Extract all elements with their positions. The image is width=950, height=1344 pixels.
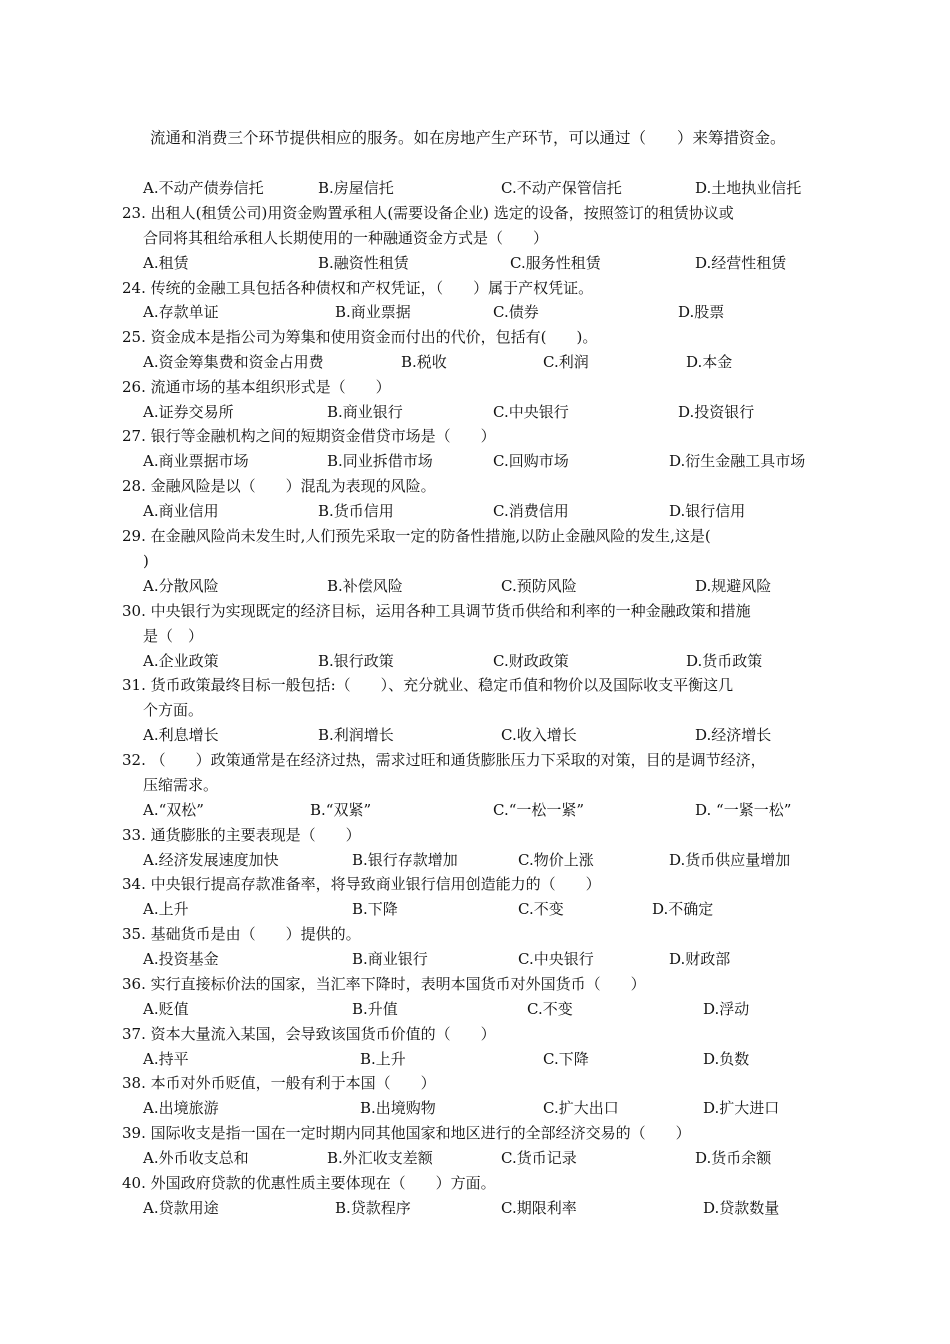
question-33: 33. 通货膨胀的主要表现是（ ） xyxy=(122,826,361,844)
question-37-options xyxy=(143,1049,843,1069)
option-b: B.银行政策 xyxy=(318,652,394,670)
question-23-options xyxy=(143,253,843,273)
option-d: D.投资银行 xyxy=(678,403,755,421)
option-c: C.不动产保管信托 xyxy=(501,179,622,197)
option-a: A.贷款用途 xyxy=(143,1199,219,1217)
question-40-options xyxy=(143,1198,843,1218)
option-a: A.上升 xyxy=(143,900,189,918)
question-35-options xyxy=(143,949,843,969)
option-b: B.贷款程序 xyxy=(335,1199,411,1217)
question-28: 28. 金融风险是以（ ）混乱为表现的风险。 xyxy=(122,477,436,495)
option-c: C.预防风险 xyxy=(501,577,577,595)
question-39-options xyxy=(143,1148,843,1168)
option-a: A.不动产债券信托 xyxy=(143,179,264,197)
intro-options xyxy=(143,178,843,198)
question-24: 24. 传统的金融工具包括各种债权和产权凭证，（ ）属于产权凭证。 xyxy=(122,279,594,297)
option-c: C.“一松一紧” xyxy=(493,801,585,819)
option-c: C.物价上涨 xyxy=(518,851,594,869)
question-26-options xyxy=(143,402,843,422)
question-26: 26. 流通市场的基本组织形式是（ ） xyxy=(122,378,391,396)
question-36-options xyxy=(143,999,843,1019)
question-32-continued: 压缩需求。 xyxy=(143,776,219,794)
option-b: B.同业拆借市场 xyxy=(327,452,433,470)
question-23-continued: 合同将其租给承租人长期使用的一种融通资金方式是（ ） xyxy=(143,229,549,247)
option-a: A.利息增长 xyxy=(143,726,219,744)
question-38-options xyxy=(143,1098,843,1118)
option-c: C.利润 xyxy=(543,353,589,371)
option-d: D.规避风险 xyxy=(695,577,772,595)
question-32-options xyxy=(143,800,843,820)
question-37: 37. 资本大量流入某国，会导致该国货币价值的（ ） xyxy=(122,1025,496,1043)
option-a: A.投资基金 xyxy=(143,950,219,968)
option-d: D.股票 xyxy=(678,303,725,321)
option-d: D.银行信用 xyxy=(669,502,746,520)
question-38: 38. 本币对外币贬值，一般有利于本国（ ） xyxy=(122,1074,436,1092)
option-d: D.财政部 xyxy=(669,950,731,968)
option-a: A.企业政策 xyxy=(143,652,219,670)
option-a: A.分散风险 xyxy=(143,577,219,595)
option-b: B.税收 xyxy=(401,353,447,371)
option-a: A.出境旅游 xyxy=(143,1099,219,1117)
question-25-options xyxy=(143,352,843,372)
question-39: 39. 国际收支是指一国在一定时期内同其他国家和地区进行的全部经济交易的（ ） xyxy=(122,1124,691,1142)
question-28-options xyxy=(143,501,843,521)
option-b: B.下降 xyxy=(352,900,398,918)
option-a: A.商业信用 xyxy=(143,502,219,520)
question-29-options xyxy=(143,576,843,596)
question-35: 35. 基础货币是由（ ）提供的。 xyxy=(122,925,361,943)
option-c: C.不变 xyxy=(527,1000,573,1018)
option-c: C.中央银行 xyxy=(518,950,594,968)
intro-text: 流通和消费三个环节提供相应的服务。如在房地产生产环节，可以通过（ ）来筹措资金。 xyxy=(150,129,786,147)
option-b: B.“双紧” xyxy=(310,801,372,819)
option-d: D.货币余额 xyxy=(695,1149,772,1167)
option-d: D. “一紧一松” xyxy=(695,801,792,819)
option-c: C.下降 xyxy=(543,1050,589,1068)
option-b: B.商业银行 xyxy=(352,950,428,968)
question-29: 29. 在金融风险尚未发生时,人们预先采取一定的防备性措施,以防止金融风险的发生,这是( xyxy=(122,527,711,545)
option-c: C.不变 xyxy=(518,900,564,918)
question-30-continued: 是（ ） xyxy=(143,627,204,645)
option-c: C.财政政策 xyxy=(493,652,569,670)
option-b: B.商业银行 xyxy=(327,403,403,421)
option-d: D.经营性租赁 xyxy=(695,254,787,272)
question-24-options xyxy=(143,302,843,322)
question-36: 36. 实行直接标价法的国家，当汇率下降时，表明本国货币对外国货币（ ） xyxy=(122,975,646,993)
option-a: A.“双松” xyxy=(143,801,204,819)
question-29-continued: ) xyxy=(143,552,149,570)
option-c: C.中央银行 xyxy=(493,403,569,421)
option-a: A.资金筹集费和资金占用费 xyxy=(143,353,324,371)
option-d: D.本金 xyxy=(686,353,733,371)
option-a: A.贬值 xyxy=(143,1000,189,1018)
option-c: C.货币记录 xyxy=(501,1149,577,1167)
option-a: A.存款单证 xyxy=(143,303,219,321)
option-a: A.外币收支总和 xyxy=(143,1149,249,1167)
option-c: C.期限利率 xyxy=(501,1199,577,1217)
question-33-options xyxy=(143,850,843,870)
option-b: B.外汇收支差额 xyxy=(327,1149,433,1167)
question-30-options xyxy=(143,651,843,671)
question-40: 40. 外国政府贷款的优惠性质主要体现在（ ）方面。 xyxy=(122,1174,496,1192)
question-23: 23. 出租人(租赁公司)用资金购置承租人(需要设备企业) 选定的设备，按照签订的租赁协议或 xyxy=(122,204,734,222)
option-b: B.房屋信托 xyxy=(318,179,394,197)
option-a: A.证券交易所 xyxy=(143,403,234,421)
question-34: 34. 中央银行提高存款准备率，将导致商业银行信用创造能力的（ ） xyxy=(122,875,601,893)
option-c: C.扩大出口 xyxy=(543,1099,619,1117)
question-31-continued: 个方面。 xyxy=(143,701,204,719)
option-d: D.货币政策 xyxy=(686,652,763,670)
option-d: D.贷款数量 xyxy=(703,1199,780,1217)
option-d: D.不确定 xyxy=(652,900,714,918)
question-27: 27. 银行等金融机构之间的短期资金借贷市场是（ ） xyxy=(122,427,496,445)
option-d: D.扩大进口 xyxy=(703,1099,780,1117)
option-a: A.租赁 xyxy=(143,254,189,272)
option-d: D.负数 xyxy=(703,1050,750,1068)
option-c: C.消费信用 xyxy=(493,502,569,520)
option-b: B.上升 xyxy=(360,1050,406,1068)
question-31-options xyxy=(143,725,843,745)
option-b: B.升值 xyxy=(352,1000,398,1018)
question-32: 32. （ ）政策通常是在经济过热，需求过旺和通货膨胀压力下采取的对策，目的是调节经济， xyxy=(122,751,766,769)
option-c: C.收入增长 xyxy=(501,726,577,744)
option-d: D.经济增长 xyxy=(695,726,772,744)
option-c: C.债券 xyxy=(493,303,539,321)
question-34-options xyxy=(143,899,843,919)
option-b: B.融资性租赁 xyxy=(318,254,409,272)
option-b: B.商业票据 xyxy=(335,303,411,321)
option-a: A.持平 xyxy=(143,1050,189,1068)
question-30: 30. 中央银行为实现既定的经济目标，运用各种工具调节货币供给和利率的一种金融政策和措施 xyxy=(122,602,751,620)
question-27-options xyxy=(143,451,843,471)
option-b: B.出境购物 xyxy=(360,1099,436,1117)
option-a: A.经济发展速度加快 xyxy=(143,851,279,869)
option-b: B.银行存款增加 xyxy=(352,851,458,869)
option-d: D.货币供应量增加 xyxy=(669,851,791,869)
option-d: D.衍生金融工具市场 xyxy=(669,452,806,470)
option-b: B.补偿风险 xyxy=(327,577,403,595)
question-31: 31. 货币政策最终目标一般包括:（ ）、充分就业、稳定币值和物价以及国际收支平衡这几 xyxy=(122,676,734,694)
option-d: D.浮动 xyxy=(703,1000,750,1018)
option-c: C.服务性租赁 xyxy=(510,254,601,272)
option-a: A.商业票据市场 xyxy=(143,452,249,470)
option-b: B.货币信用 xyxy=(318,502,394,520)
option-d: D.土地执业信托 xyxy=(695,179,802,197)
option-b: B.利润增长 xyxy=(318,726,394,744)
question-25: 25. 资金成本是指公司为筹集和使用资金而付出的代价，包括有( )。 xyxy=(122,328,598,346)
option-c: C.回购市场 xyxy=(493,452,569,470)
